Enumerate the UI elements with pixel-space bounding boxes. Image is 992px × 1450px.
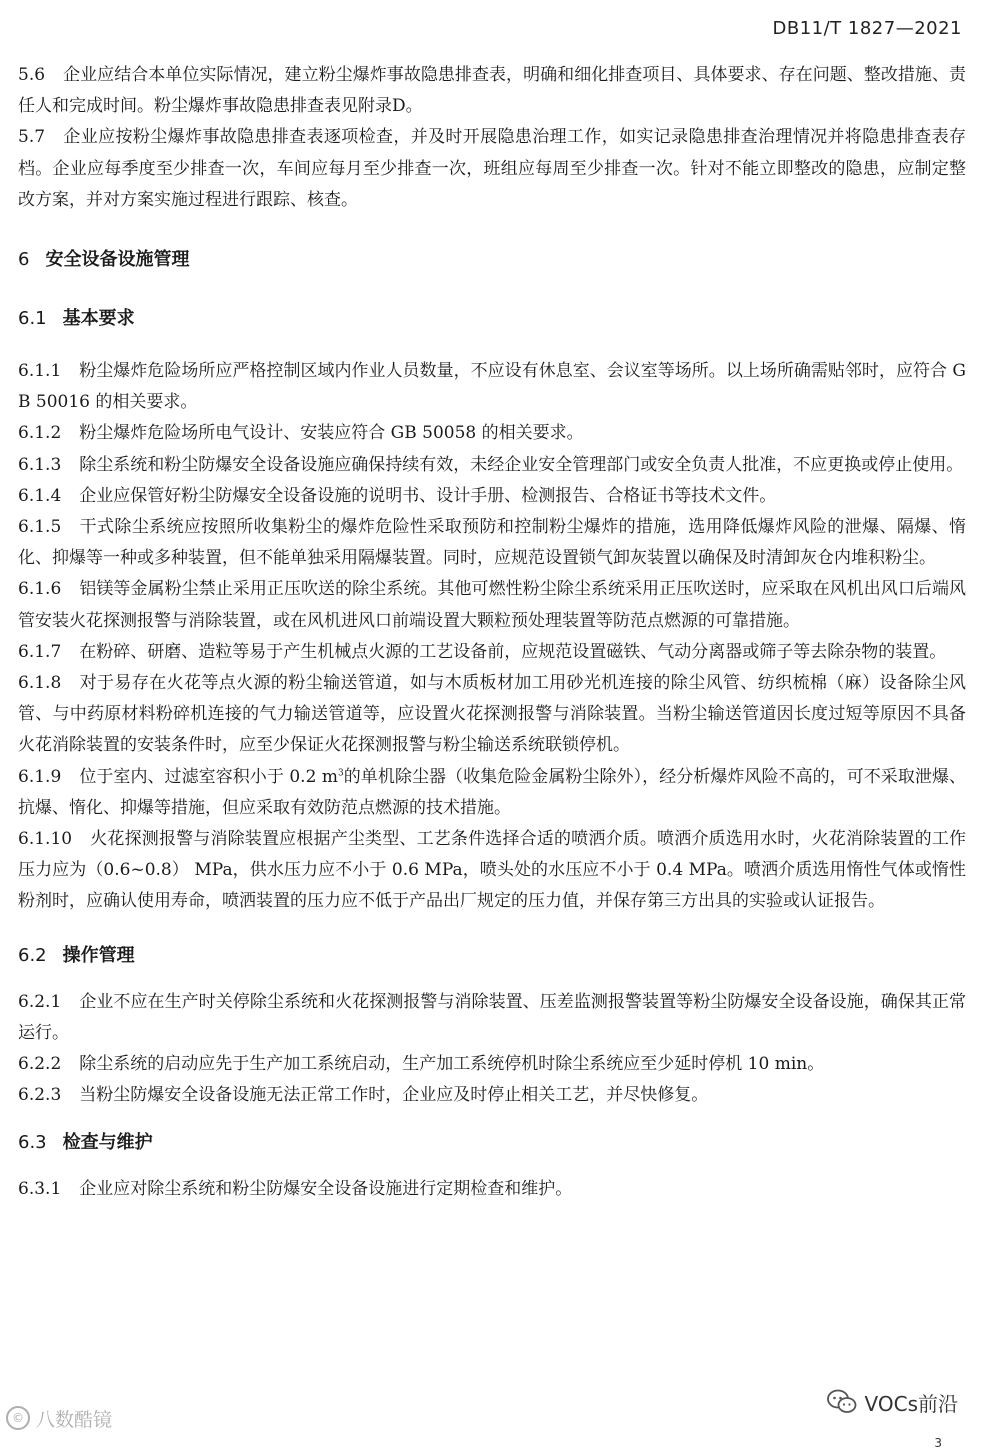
clause-5-7 (18, 122, 966, 216)
section-number: 6.1 (18, 308, 47, 330)
clause-text: 粉尘爆炸危险场所应严格控制区域内作业人员数量，不应设有休息室、会议室等场所。以上场所确需贴邻时，应符合 GB 50016 的相关要求。 (18, 361, 966, 413)
brand-logo (827, 1384, 958, 1420)
section-title: 检查与维护 (62, 1132, 153, 1154)
clause-number: 6.2.3 (18, 1085, 62, 1106)
clause-number: 6.2.1 (18, 991, 62, 1012)
clause-text: 当粉尘防爆安全设备设施无法正常工作时，企业应及时停止相关工艺，并尽快修复。 (79, 1085, 709, 1106)
clause-6-1-6 (18, 574, 966, 636)
clause-text: 铝镁等金属粉尘禁止采用正压吹送的除尘系统。其他可燃性粉尘除尘系统采用正压吹送时，应采取在风机出风口后端风管安装火花探测报警与消除装置，或在风机进风口前端设置大颗粒预处理装置等防范点燃源的可靠措施。 (18, 579, 966, 631)
wechat-icon (827, 1389, 857, 1415)
clause-text: 企业应按粉尘爆炸事故隐患排查表逐项检查，并及时开展隐患治理工作，如实记录隐患排查治理情况并将隐患排查表存档。企业应每季度至少排查一次，车间应每月至少排查一次，班组应每周至少排查一次。针对不能立即整改的隐患，应制定整改方案，并对方案实施过程进行跟踪、核查。 (18, 127, 966, 210)
document-body (18, 60, 966, 1206)
section-title: 安全设备设施管理 (45, 249, 190, 271)
clause-text: 粉尘爆炸危险场所电气设计、安装应符合 GB 50058 的相关要求。 (79, 423, 584, 444)
watermark (6, 1400, 112, 1436)
standard-code: DB11/T 1827—2021 (772, 18, 962, 39)
superscript-cubic: 3 (337, 768, 344, 778)
section-heading-6-3 (18, 1127, 966, 1158)
clause-5-6 (18, 60, 966, 122)
section-heading-6-1 (18, 303, 966, 334)
clause-6-1-5 (18, 512, 966, 574)
clause-6-1-7 (18, 637, 966, 668)
clause-text: 在粉碎、研磨、造粒等易于产生机械点火源的工艺设备前，应规范设置磁铁、气动分离器或筛子等去除杂物的装置。 (79, 641, 947, 662)
clause-text: 火花探测报警与消除装置应根据产尘类型、工艺条件选择合适的喷洒介质。喷洒介质选用水时，火花消除装置的工作压力应为（0.6~0.8） MPa，供水压力应不小于 0.6 MPa，喷头处的水压应不小于 0.4 MPa。喷洒介质选用惰性气体或惰性粉剂时，应确认使用寿命，喷洒装置的压力应不低于产品出厂规定的压力值，并保存第三方出具的实验或认证报告。 (18, 829, 966, 912)
clause-number: 6.1.2 (18, 423, 62, 444)
clause-6-1-9 (18, 762, 966, 824)
clause-6-1-3 (18, 450, 966, 481)
clause-6-1-1 (18, 356, 966, 418)
copyright-icon: © (6, 1406, 30, 1430)
clause-text: 企业应对除尘系统和粉尘防爆安全设备设施进行定期检查和维护。 (79, 1179, 573, 1200)
clause-6-1-10 (18, 824, 966, 918)
clause-text: 企业应结合本单位实际情况，建立粉尘爆炸事故隐患排查表，明确和细化排查项目、具体要求、存在问题、整改措施、责任人和完成时间。粉尘爆炸事故隐患排查表见附录D。 (18, 65, 966, 117)
clause-number: 6.1.6 (18, 579, 62, 600)
clause-text: 除尘系统和粉尘防爆安全设备设施应确保持续有效，未经企业安全管理部门或安全负责人批准，不应更换或停止使用。 (79, 454, 964, 475)
clause-number: 6.1.1 (18, 361, 62, 382)
clause-number: 5.6 (18, 65, 46, 85)
clause-number: 6.1.5 (18, 517, 62, 538)
clause-number: 6.3.1 (18, 1179, 62, 1200)
clause-number: 6.1.3 (18, 454, 62, 475)
clause-number: 5.7 (18, 127, 46, 148)
clause-6-1-2 (18, 418, 966, 449)
clause-text: 除尘系统的启动应先于生产加工系统启动，生产加工系统停机时除尘系统应至少延时停机 10 min。 (79, 1054, 825, 1075)
clause-number: 6.1.7 (18, 641, 62, 662)
clause-text-part-a: 位于室内、过滤室容积小于 0.2 m (79, 766, 338, 787)
clause-number: 6.1.10 (18, 829, 73, 850)
page-number: 3 (934, 1436, 942, 1450)
clause-6-2-2 (18, 1049, 966, 1080)
watermark-text: 八数酷镜 (36, 1408, 113, 1431)
clause-number: 6.1.8 (18, 673, 62, 694)
clause-number: 6.1.4 (18, 485, 62, 506)
clause-text: 企业应保管好粉尘防爆安全设备设施的说明书、设计手册、检测报告、合格证书等技术文件。 (79, 485, 777, 506)
section-title: 操作管理 (62, 944, 135, 966)
section-heading-6-2 (18, 940, 966, 971)
clause-6-1-4 (18, 481, 966, 512)
section-number: 6 (18, 249, 30, 271)
clause-6-3-1 (18, 1174, 966, 1205)
section-title: 基本要求 (62, 308, 135, 330)
clause-6-2-3 (18, 1080, 966, 1111)
clause-6-1-8 (18, 668, 966, 762)
clause-6-2-1 (18, 987, 966, 1049)
brand-name: VOCs前沿 (864, 1391, 958, 1416)
clause-number: 6.2.2 (18, 1054, 62, 1075)
clause-text: 对于易存在火花等点火源的粉尘输送管道，如与木质板材加工用砂光机连接的除尘风管、纺织梳棉（麻）设备除尘风管、与中药原材料粉碎机连接的气力输送管道等，应设置火花探测报警与消除装置。当粉尘输送管道因长度过短等原因不具备火花消除装置的安装条件时，应至少保证火花探测报警与粉尘输送系统联锁停机。 (18, 673, 966, 756)
section-number: 6.3 (18, 1132, 47, 1154)
section-heading-6 (18, 244, 966, 275)
clause-text: 企业不应在生产时关停除尘系统和火花探测报警与消除装置、压差监测报警装置等粉尘防爆安全设备设施，确保其正常运行。 (18, 991, 966, 1043)
section-number: 6.2 (18, 944, 47, 966)
clause-text: 干式除尘系统应按照所收集粉尘的爆炸危险性采取预防和控制粉尘爆炸的措施，选用降低爆炸风险的泄爆、隔爆、惰化、抑爆等一种或多种装置，但不能单独采用隔爆装置。同时，应规范设置锁气卸灰装置以确保及时清卸灰仓内堆积粉尘。 (18, 517, 966, 569)
clause-text-part-b: 的单机除尘器（收集危险金属粉尘除外），经分析爆炸风险不高的，可不采取泄爆、抗爆、惰化、抑爆等措施，但应采取有效防范点燃源的技术措施。 (18, 766, 967, 818)
clause-number: 6.1.9 (18, 766, 62, 787)
